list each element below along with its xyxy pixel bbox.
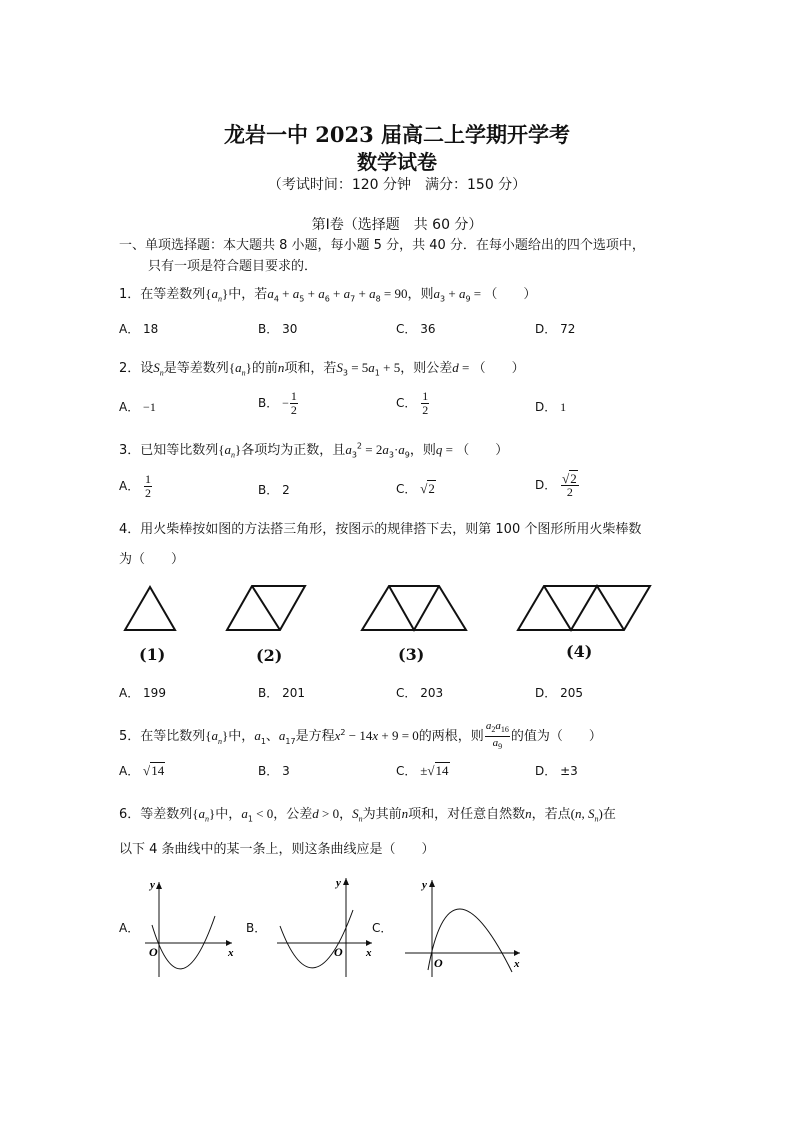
graph-label-c: C． bbox=[372, 921, 393, 935]
q4-option-a: A． 199 bbox=[119, 686, 166, 700]
graph-c bbox=[400, 872, 525, 982]
question-number: 3． bbox=[119, 443, 141, 458]
q5-option-b: B． 3 bbox=[258, 764, 290, 778]
exam-title: 龙岩一中 2023 届高二上学期开学考 bbox=[223, 122, 571, 147]
q3-option-d: D． $\frac{√2}{2}$ bbox=[535, 471, 577, 499]
question-6: 6．等差数列$\{a_n\}$中，$a_1 < 0$，公差d > 0，$S_n$为其前n项和，对任意自然数n，若点(n, $S_n$)在 bbox=[119, 806, 616, 824]
question-number: 5． bbox=[119, 729, 141, 745]
section-heading: 一、单项选择题：本大题共 8 小题，每小题 5 分，共 40 分．在每小题给出的四个选项中， bbox=[119, 238, 645, 253]
section-heading-cont: 只有一项是符合题目要求的． bbox=[148, 259, 318, 274]
q2-option-d: D． 1 bbox=[535, 400, 567, 414]
triangle-figure-2 bbox=[227, 586, 305, 630]
q2-option-a: A． −1 bbox=[119, 400, 156, 414]
graph-label-b: B． bbox=[246, 921, 267, 935]
question-3: 3．已知等比数列$\{a_n\}$各项均为正数，且$a_3^2 = 2a_3\cdot a_9$，则q = （ ） bbox=[119, 441, 509, 460]
q1-option-a: A． 18 bbox=[119, 322, 159, 336]
q3-option-b: B． 2 bbox=[258, 483, 290, 497]
q5-option-a: A． √14 bbox=[119, 763, 165, 778]
origin-label: O bbox=[149, 945, 158, 959]
x-axis-label: x bbox=[366, 947, 372, 959]
question-number: 2． bbox=[119, 361, 141, 376]
x-axis-label: x bbox=[228, 947, 234, 959]
question-4-cont: 为（ ） bbox=[119, 552, 185, 567]
q3-option-a: A． $\frac{1}{2}$ bbox=[119, 472, 152, 500]
figure-label-1: (1) bbox=[139, 645, 166, 664]
parabola-curve bbox=[152, 916, 215, 969]
q4-option-c: C． 203 bbox=[396, 686, 444, 700]
figure-label-4: (4) bbox=[566, 642, 593, 661]
origin-label: O bbox=[334, 945, 343, 959]
q3-option-c: C． √2 bbox=[396, 481, 435, 496]
y-axis-label: y bbox=[150, 879, 155, 891]
volume-title: 第Ⅰ卷（选择题 共 60 分） bbox=[311, 217, 483, 233]
triangle-figure-3 bbox=[362, 586, 466, 630]
graph-label-a: A． bbox=[119, 921, 140, 935]
q5-option-d: D． ±3 bbox=[535, 764, 578, 778]
exam-info: （考试时间：120 分钟 满分：150 分） bbox=[267, 177, 527, 193]
question-number: 6． bbox=[119, 807, 141, 822]
question-number: 1． bbox=[119, 287, 141, 302]
y-axis-label: y bbox=[422, 879, 427, 891]
question-number: 4． bbox=[119, 522, 141, 537]
q2-option-c: C． $\frac{1}{2}$ bbox=[396, 389, 429, 417]
q4-option-b: B． 201 bbox=[258, 686, 305, 700]
q5-option-c: C． ±√14 bbox=[396, 763, 449, 778]
figure-label-3: (3) bbox=[398, 645, 425, 664]
parabola-curve bbox=[280, 910, 353, 968]
exam-subtitle: 数学试卷 bbox=[357, 150, 437, 174]
q1-option-c: C． 36 bbox=[396, 322, 436, 336]
origin-label: O bbox=[434, 956, 443, 970]
y-axis-label: y bbox=[336, 877, 341, 889]
q1-option-d: D． 72 bbox=[535, 322, 576, 336]
question-4: 4．用火柴棒按如图的方法搭三角形，按图示的规律搭下去，则第 100 个图形所用火柴棒数 bbox=[119, 522, 642, 537]
question-2: 2．设$S_n$是等差数列$\{a_n\}$的前n项和，若$S_3 = 5a_1 + 5$，则公差d = （ ） bbox=[119, 360, 525, 378]
q4-option-d: D． 205 bbox=[535, 686, 583, 700]
x-axis-label: x bbox=[514, 958, 520, 970]
triangle-figure-1 bbox=[125, 587, 175, 630]
question-6-cont: 以下 4 条曲线中的某一条上，则这条曲线应是（ ） bbox=[119, 842, 435, 857]
question-5: 5．在等比数列$\{a_n\}$中，$a_1$、$a_{17}$是方程$x^2 - 14x + 9 = 0$的两根，则 $\frac{a_2a_{16}}{a_9}$ 的值为（ ） bbox=[119, 720, 602, 752]
graph-a bbox=[140, 872, 240, 982]
q1-option-b: B． 30 bbox=[258, 322, 298, 336]
question-1: 1．在等差数列$\{a_n\}$中，若$a_4 + a_5 + a_6 + a_7 + a_8 = 90$，则$a_3 + a_9$ = （ ） bbox=[119, 286, 537, 304]
triangle-figure-4 bbox=[518, 586, 650, 630]
graph-b bbox=[272, 872, 377, 982]
figure-label-2: (2) bbox=[256, 646, 283, 665]
q2-option-b: B． − $\frac{1}{2}$ bbox=[258, 389, 297, 417]
